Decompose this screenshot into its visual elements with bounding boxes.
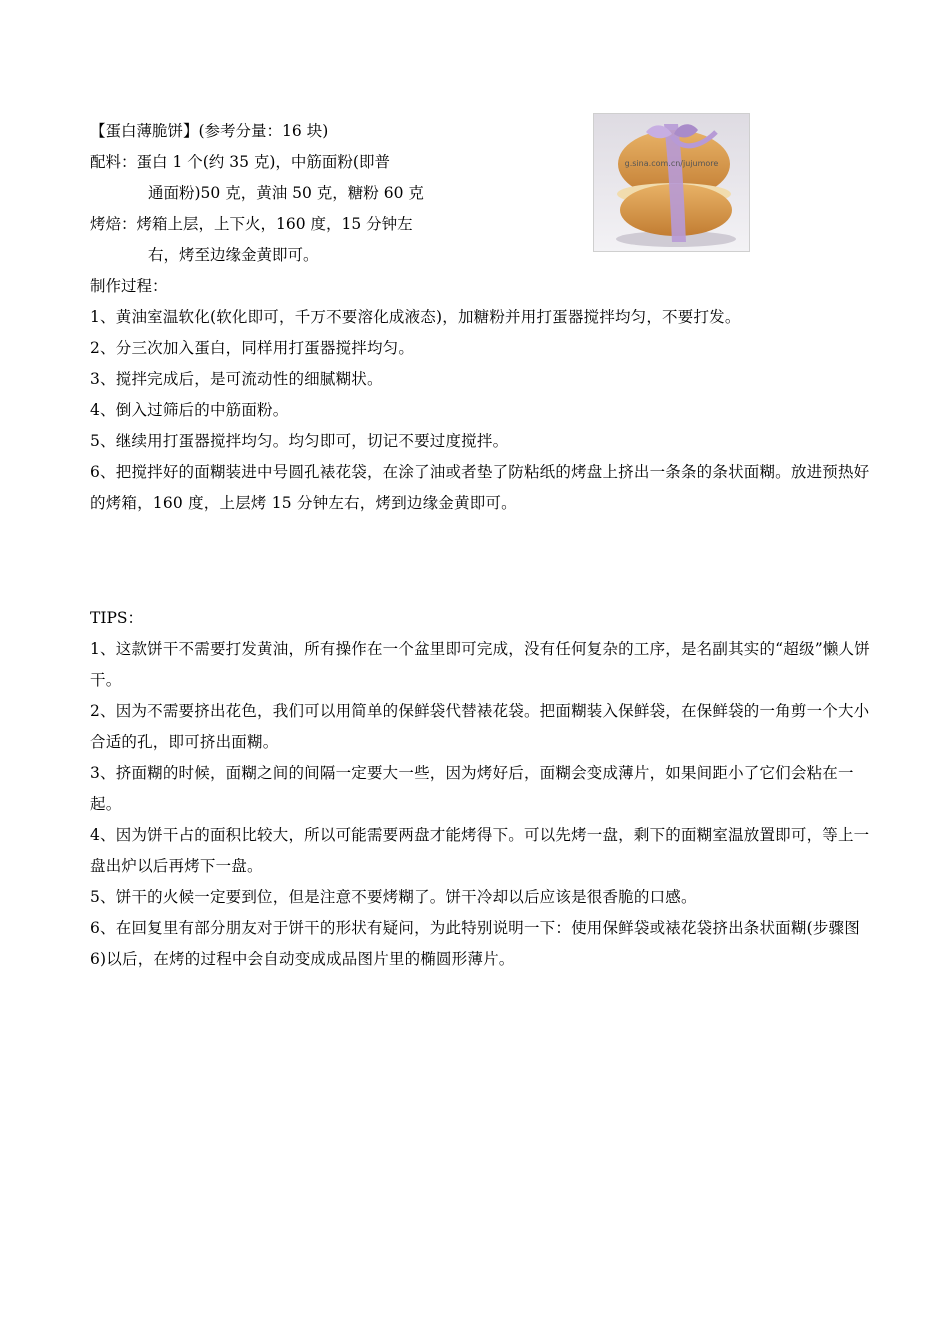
step-3: 3、搅拌完成后，是可流动性的细腻糊状。 — [90, 370, 383, 388]
baking-label: 烤焙： — [90, 215, 137, 233]
tip-6: 6、在回复里有部分朋友对于饼干的形状有疑问，为此特别说明一下：使用保鲜袋或裱花袋挤出条状面糊(步骤图 6)以后，在烤的过程中会自动变成成品图片里的椭圆形薄片。 — [90, 919, 860, 968]
step-5: 5、继续用打蛋器搅拌均匀。均匀即可，切记不要过度搅拌。 — [90, 432, 509, 450]
tip-4: 4、因为饼干占的面积比较大，所以可能需要两盘才能烤得下。可以先烤一盘，剩下的面糊室温放置即可，等上一盘出炉以后再烤下一盘。 — [90, 826, 870, 875]
baking-line-2: 右，烤至边缘金黄即可。 — [148, 246, 319, 264]
ingredients-text-1: 蛋白 1 个(约 35 克)，中筋面粉(即普 — [136, 153, 390, 171]
photo-watermark: g.sina.com.cn/jujumore — [624, 159, 719, 168]
tip-1: 1、这款饼干不需要打发黄油，所有操作在一个盆里即可完成，没有任何复杂的工序，是名副其实的“超级”懒人饼干。 — [90, 640, 870, 689]
step-2: 2、分三次加入蛋白，同样用打蛋器搅拌均匀。 — [90, 339, 415, 357]
tip-3: 3、挤面糊的时候，面糊之间的间隔一定要大一些，因为烤好后，面糊会变成薄片，如果间距小了它们会粘在一起。 — [90, 764, 854, 813]
ingredients-label: 配料： — [90, 153, 137, 171]
step-6: 6、把搅拌好的面糊装进中号圆孔裱花袋，在涂了油或者垫了防粘纸的烤盘上挤出一条条的条状面糊。放进预热好的烤箱，160 度，上层烤 15 分钟左右，烤到边缘金黄即可。 — [90, 463, 870, 512]
section-gap — [90, 519, 870, 603]
recipe-title: 【蛋白薄脆饼】(参考分量：16 块) — [90, 122, 329, 140]
process-label: 制作过程： — [90, 277, 168, 295]
tips-label: TIPS： — [90, 609, 144, 627]
tip-5: 5、饼干的火候一定要到位，但是注意不要烤糊了。饼干冷却以后应该是很香脆的口感。 — [90, 888, 697, 906]
recipe-document — [90, 116, 870, 975]
step-1: 1、黄油室温软化(软化即可，千万不要溶化成液态)，加糖粉并用打蛋器搅拌均匀，不要打发。 — [90, 308, 741, 326]
ingredients-line-1 — [90, 147, 870, 178]
tip-2: 2、因为不需要挤出花色，我们可以用简单的保鲜袋代替裱花袋。把面糊装入保鲜袋，在保鲜袋的一角剪一个大小合适的孔，即可挤出面糊。 — [90, 702, 870, 751]
baking-text-1: 烤箱上层，上下火，160 度，15 分钟左 — [136, 215, 413, 233]
ingredients-line-2: 通面粉)50 克，黄油 50 克，糖粉 60 克 — [148, 184, 424, 202]
baking-line-1 — [90, 209, 870, 240]
step-4: 4、倒入过筛后的中筋面粉。 — [90, 401, 289, 419]
